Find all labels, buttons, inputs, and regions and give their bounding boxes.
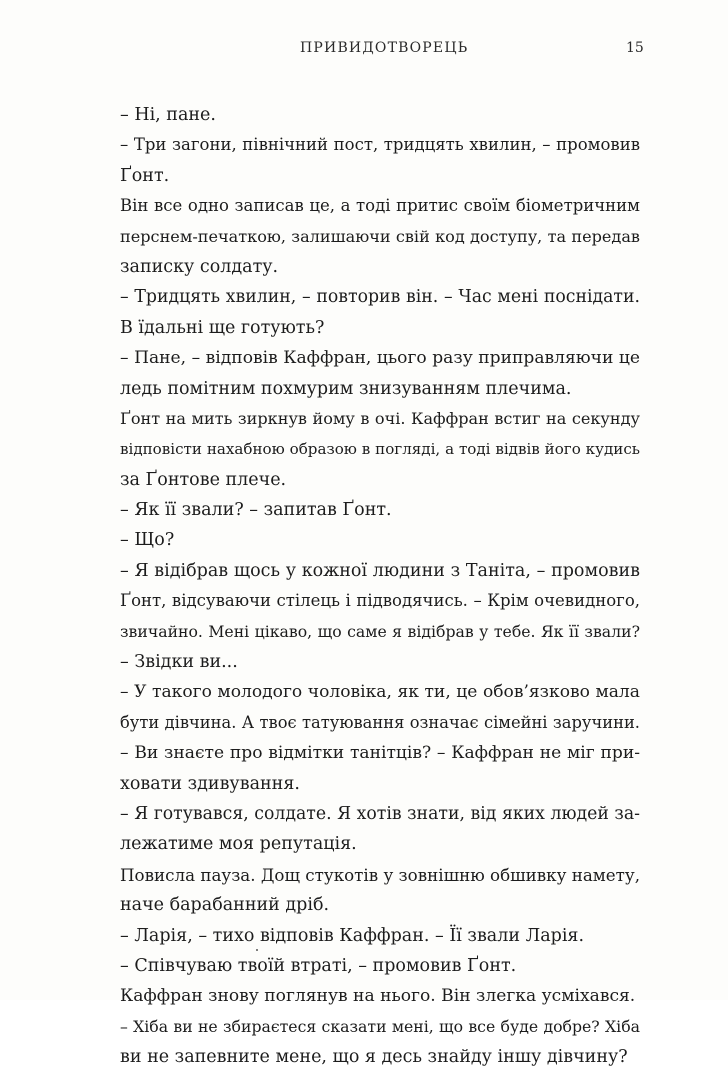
- text-line: – Що?: [120, 530, 175, 551]
- page-speck: [256, 949, 258, 951]
- text-line: – У такого молодого чоловіка, як ти, це обов’язково мала: [120, 682, 640, 703]
- text-line: перснем-печаткою, залишаючи свій код доступу, та передав: [120, 226, 640, 246]
- text-line: Повисла пауза. Дощ стукотів у зовнішню обшивку намету,: [120, 864, 640, 885]
- text-line: бути дівчина. А твоє татуювання означає сімейні заручини.: [120, 712, 640, 732]
- text-line: за Ґонтове плече.: [120, 469, 287, 490]
- text-line: ховати здивування.: [120, 773, 300, 794]
- text-line: – Ні, пане.: [120, 105, 216, 125]
- text-line: – Як її звали? – запитав Ґонт.: [120, 500, 392, 521]
- text-line: – Тридцять хвилин, – повторив він. – Час мені поснідати.: [120, 287, 640, 308]
- page-number: 15: [626, 40, 644, 56]
- text-line: ви не запевните мене, що я десь знайду іншу дівчину?: [120, 1047, 628, 1068]
- text-line: – Ларія, – тихо відповів Каффран. – Її звали Ларія.: [120, 925, 585, 946]
- text-line: Каффран знову поглянув на нього. Він злегка усміхався.: [120, 986, 636, 1007]
- text-line: – Звідки ви...: [120, 652, 238, 673]
- text-line: – Пане, – відповів Каффран, цього разу приправляючи це: [120, 348, 640, 369]
- text-line: – Я готувався, солдате. Я хотів знати, від яких людей за-: [120, 803, 640, 824]
- text-line: Ґонт на мить зиркнув йому в очі. Каффран встиг на секунду: [120, 408, 640, 428]
- text-line: – Ви знаєте про відмітки танітців? – Каффран не міг при-: [120, 743, 640, 764]
- text-line: звичайно. Мені цікаво, що саме я відібрав у тебе. Як її звали?: [120, 621, 640, 641]
- text-line: Він все одно записав це, а тоді притис своїм біометричним: [120, 196, 640, 216]
- text-line: В їдальні ще готують?: [120, 317, 325, 338]
- text-line: ледь помітним похмурим знизуванням плечима.: [120, 378, 572, 399]
- text-line: – Хіба ви не збираєтеся сказати мені, що все буде добре? Хіба: [120, 1016, 640, 1036]
- text-line: наче барабанний дріб.: [120, 895, 330, 916]
- text-line: Ґонт.: [120, 165, 170, 186]
- text-line: Ґонт, відсуваючи стілець і підводячись. – Крім очевидного,: [120, 591, 640, 611]
- running-title: ПРИВИДОТВОРЕЦЬ: [300, 40, 469, 56]
- text-line: лежатиме моя репутація.: [120, 834, 357, 855]
- text-line: – Співчуваю твоїй втраті, – промовив Ґонт.: [120, 955, 517, 976]
- text-line: записку солдату.: [120, 256, 279, 277]
- text-line: – Три загони, північний пост, тридцять хвилин, – промовив: [120, 135, 640, 155]
- body-text: [120, 100, 640, 1073]
- text-line: відповісти нахабною образою в погляді, а тоді відвів його кудись: [120, 440, 640, 459]
- text-line: – Я відібрав щось у кожної людини з Таніта, – промовив: [120, 560, 640, 581]
